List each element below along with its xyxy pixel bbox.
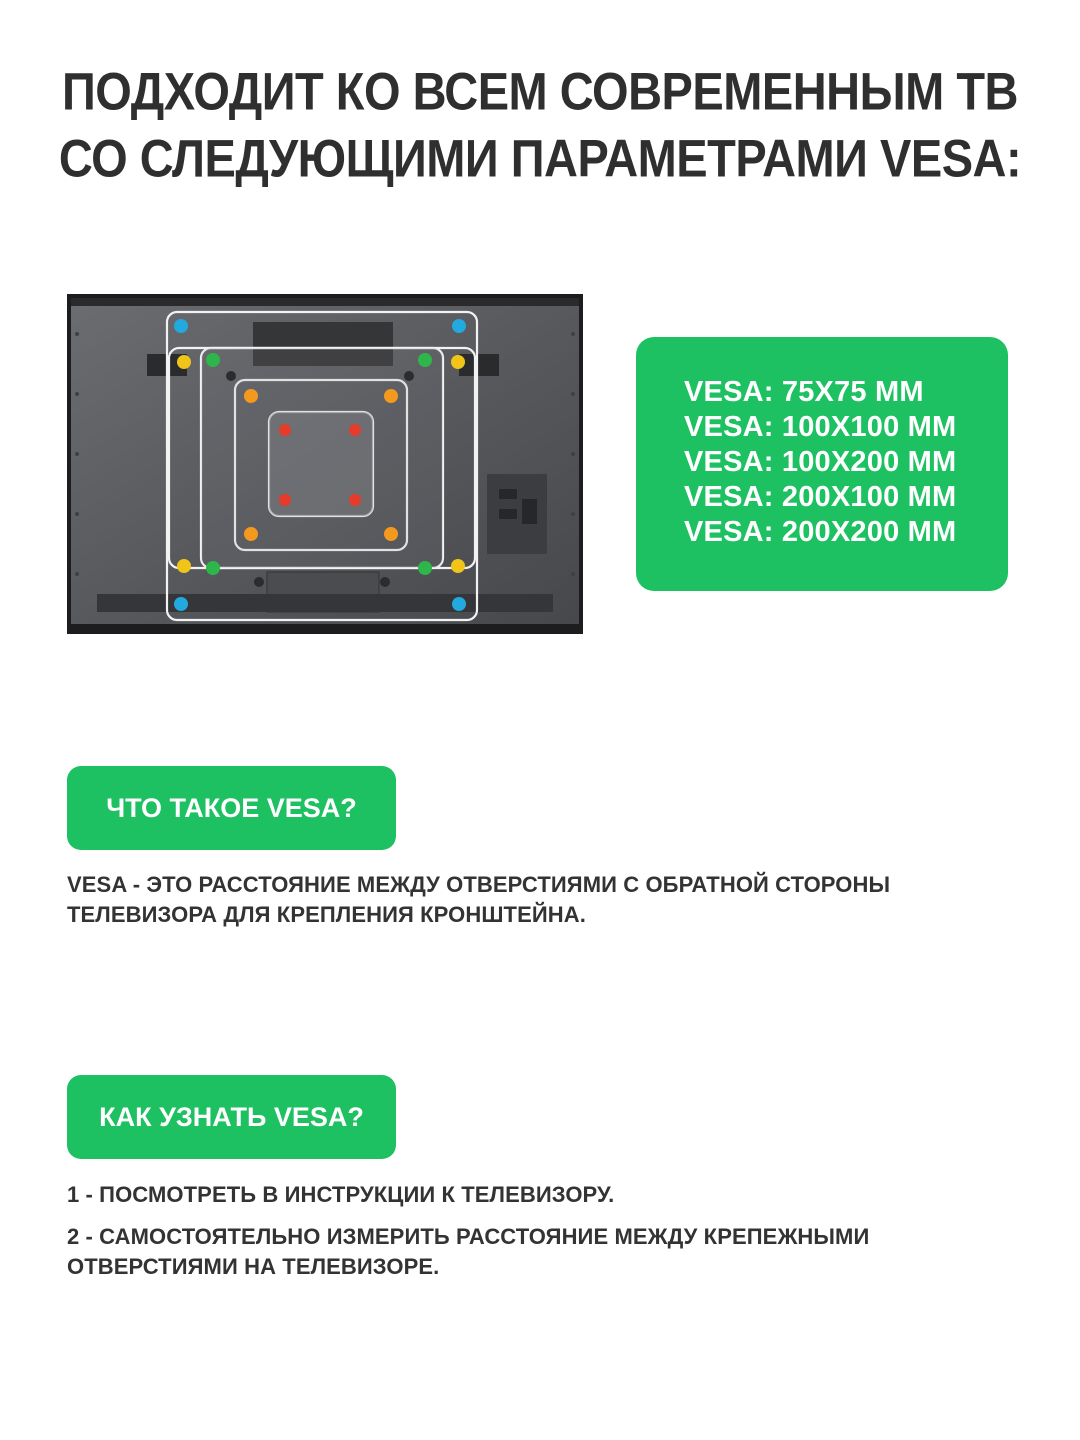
what-is-line-1: VESA - ЭТО РАССТОЯНИЕ МЕЖДУ ОТВЕРСТИЯМИ С ОБРАТНОЙ СТОРОНЫ — [67, 872, 891, 897]
headline-line-1: ПОДХОДИТ КО ВСЕМ СОВРЕМЕННЫМ ТВ — [62, 61, 1018, 121]
spec-line: VESA: 100X100 MM — [684, 411, 957, 443]
step-2-line-1: 2 - САМОСТОЯТЕЛЬНО ИЗМЕРИТЬ РАССТОЯНИЕ МЕЖДУ КРЕПЕЖНЫМИ — [67, 1224, 870, 1249]
spec-line: VESA: 75X75 MM — [684, 376, 924, 408]
how-to-step-1 — [67, 1180, 1027, 1210]
what-is-vesa-label: ЧТО ТАКОЕ VESA? — [67, 766, 396, 850]
what-is-line-2: ТЕЛЕВИЗОРА ДЛЯ КРЕПЛЕНИЯ КРОНШТЕЙНА. — [67, 902, 586, 927]
step-1-text: 1 - ПОСМОТРЕТЬ В ИНСТРУКЦИИ К ТЕЛЕВИЗОРУ. — [67, 1182, 615, 1207]
spec-line: VESA: 200X200 MM — [684, 516, 957, 548]
headline-line-2: СО СЛЕДУЮЩИМИ ПАРАМЕТРАМИ VESA: — [58, 128, 1022, 188]
what-is-vesa-text — [67, 870, 1027, 930]
how-to-find-vesa-label: КАК УЗНАТЬ VESA? — [67, 1075, 396, 1159]
tv-back-svg — [67, 294, 583, 634]
step-2-line-2: ОТВЕРСТИЯМИ НА ТЕЛЕВИЗОРЕ. — [67, 1254, 440, 1279]
how-to-step-2 — [67, 1222, 1027, 1282]
page-headline — [0, 58, 1080, 192]
tv-back-illustration — [67, 294, 583, 634]
vesa-spec-card — [636, 337, 1008, 591]
spec-line: VESA: 100X200 MM — [684, 446, 957, 478]
spec-line: VESA: 200X100 MM — [684, 481, 957, 513]
